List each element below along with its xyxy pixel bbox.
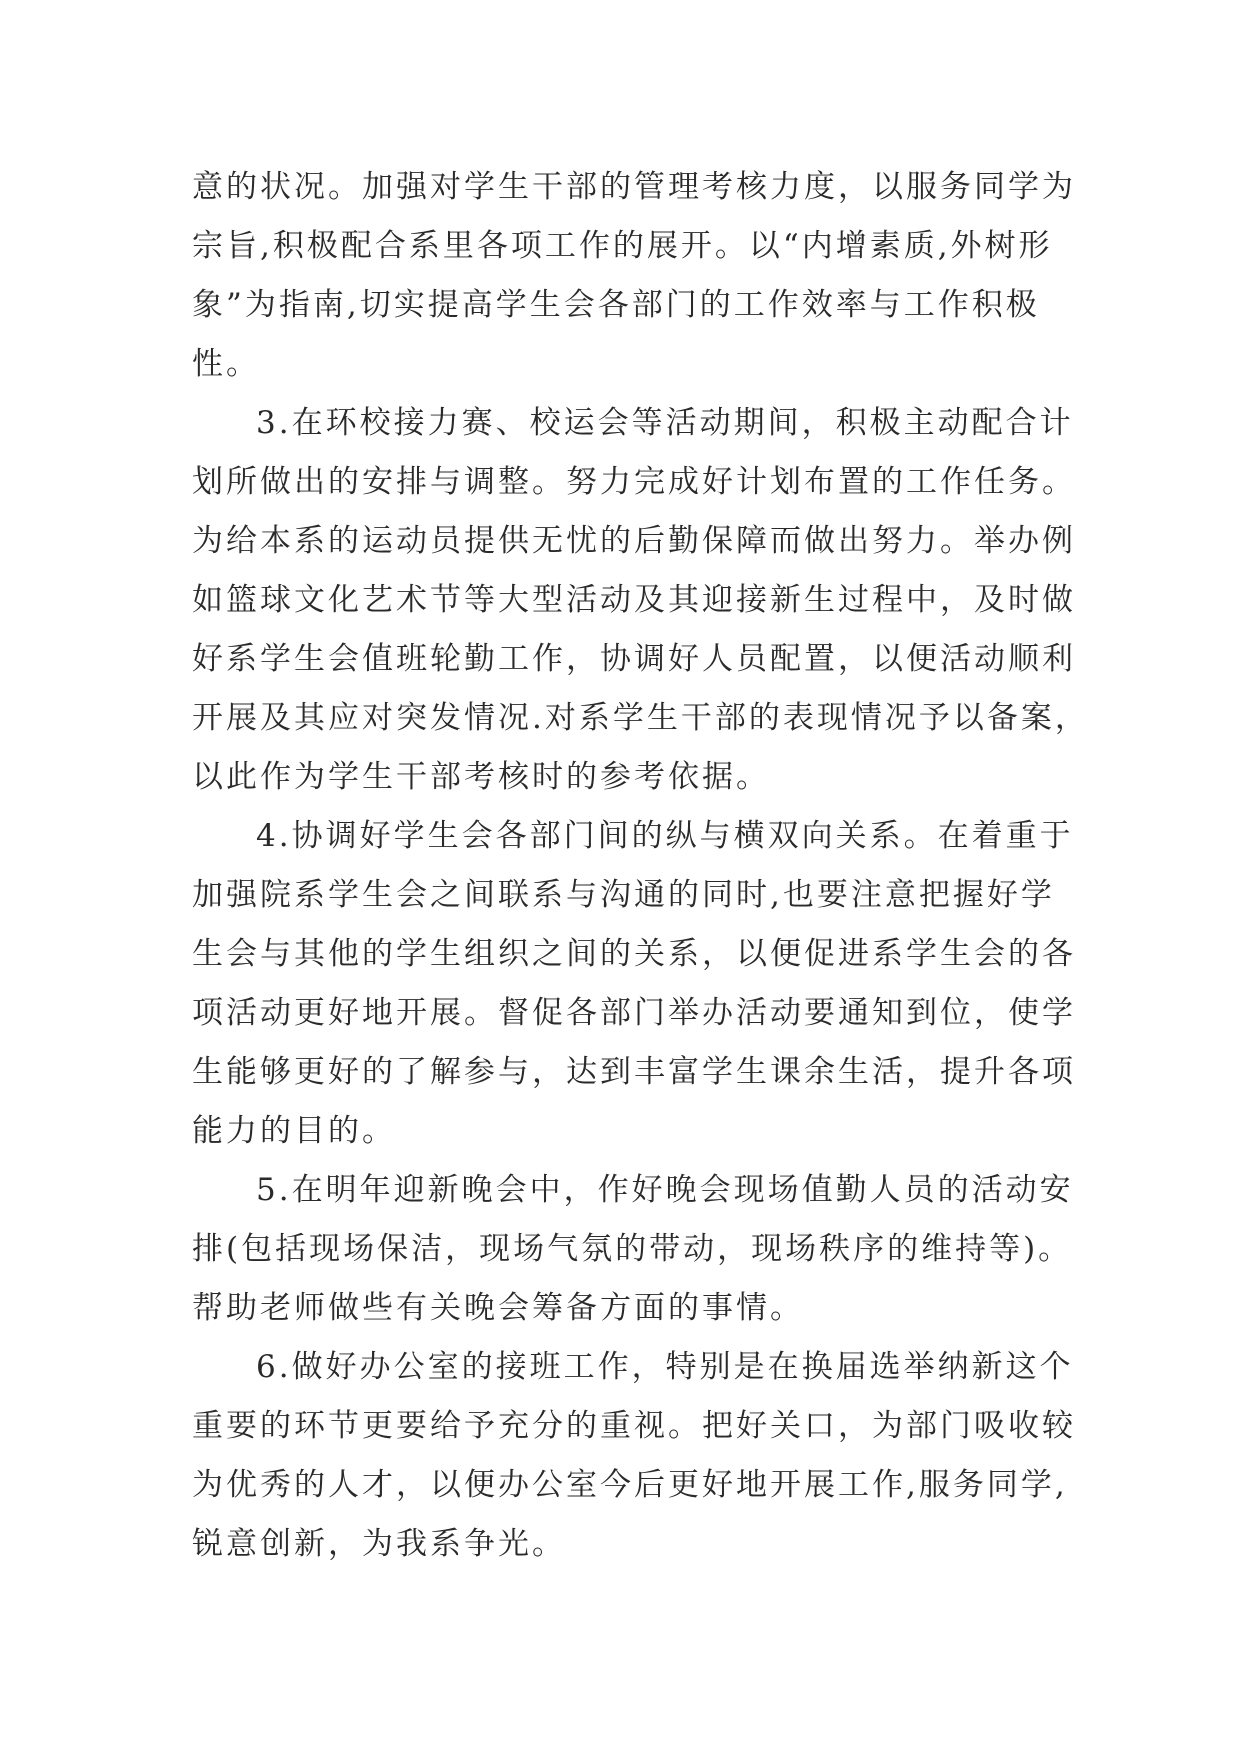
text-line: 重要的环节更要给予充分的重视。把好关口，为部门吸收较 [192, 1408, 1076, 1444]
text-line: 性。 [192, 346, 260, 382]
text-line: 意的状况。加强对学生干部的管理考核力度，以服务同学为 [192, 169, 1076, 205]
text-line: 3.在环校接力赛、校运会等活动期间，积极主动配合计 [256, 405, 1074, 441]
text-line: 能力的目的。 [192, 1113, 396, 1149]
text-line: 以此作为学生干部考核时的参考依据。 [192, 759, 770, 795]
text-line: 象”为指南,切实提高学生会各部门的工作效率与工作积极 [192, 287, 1040, 323]
text-line: 好系学生会值班轮勤工作，协调好人员配置，以便活动顺利 [192, 641, 1076, 677]
text-line: 开展及其应对突发情况.对系学生干部的表现情况予以备案， [192, 700, 1089, 736]
text-line: 如篮球文化艺术节等大型活动及其迎接新生过程中，及时做 [192, 582, 1076, 618]
text-line: 生能够更好的了解参与，达到丰富学生课余生活，提升各项 [192, 1054, 1076, 1090]
paragraph-item-5 [192, 1161, 1074, 1338]
text-line: 排(包括现场保洁，现场气氛的带动，现场秩序的维持等)。 [192, 1231, 1073, 1267]
text-line: 项活动更好地开展。督促各部门举办活动要通知到位，使学 [192, 995, 1076, 1031]
text-line: 帮助老师做些有关晚会筹备方面的事情。 [192, 1290, 804, 1326]
text-line: 划所做出的安排与调整。努力完成好计划布置的工作任务。 [192, 464, 1076, 500]
paragraph-item-3 [192, 394, 1089, 807]
text-line: 生会与其他的学生组织之间的关系，以便促进系学生会的各 [192, 936, 1076, 972]
paragraph-continuation [192, 158, 1076, 394]
text-line: 4.协调好学生会各部门间的纵与横双向关系。在着重于 [256, 818, 1074, 854]
text-line: 为给本系的运动员提供无忧的后勤保障而做出努力。举办例 [192, 523, 1076, 559]
text-line: 为优秀的人才，以便办公室今后更好地开展工作,服务同学, [192, 1467, 1068, 1503]
document-body [192, 158, 1089, 1574]
text-line: 5.在明年迎新晚会中，作好晚会现场值勤人员的活动安 [256, 1172, 1074, 1208]
text-line: 加强院系学生会之间联系与沟通的同时,也要注意把握好学 [192, 877, 1055, 913]
text-line: 6.做好办公室的接班工作，特别是在换届选举纳新这个 [256, 1349, 1074, 1385]
text-line: 锐意创新，为我系争光。 [192, 1526, 566, 1562]
paragraph-item-6 [192, 1338, 1076, 1574]
text-line: 宗旨,积极配合系里各项工作的展开。以“内增素质,外树形 [192, 228, 1053, 264]
paragraph-item-4 [192, 807, 1076, 1161]
